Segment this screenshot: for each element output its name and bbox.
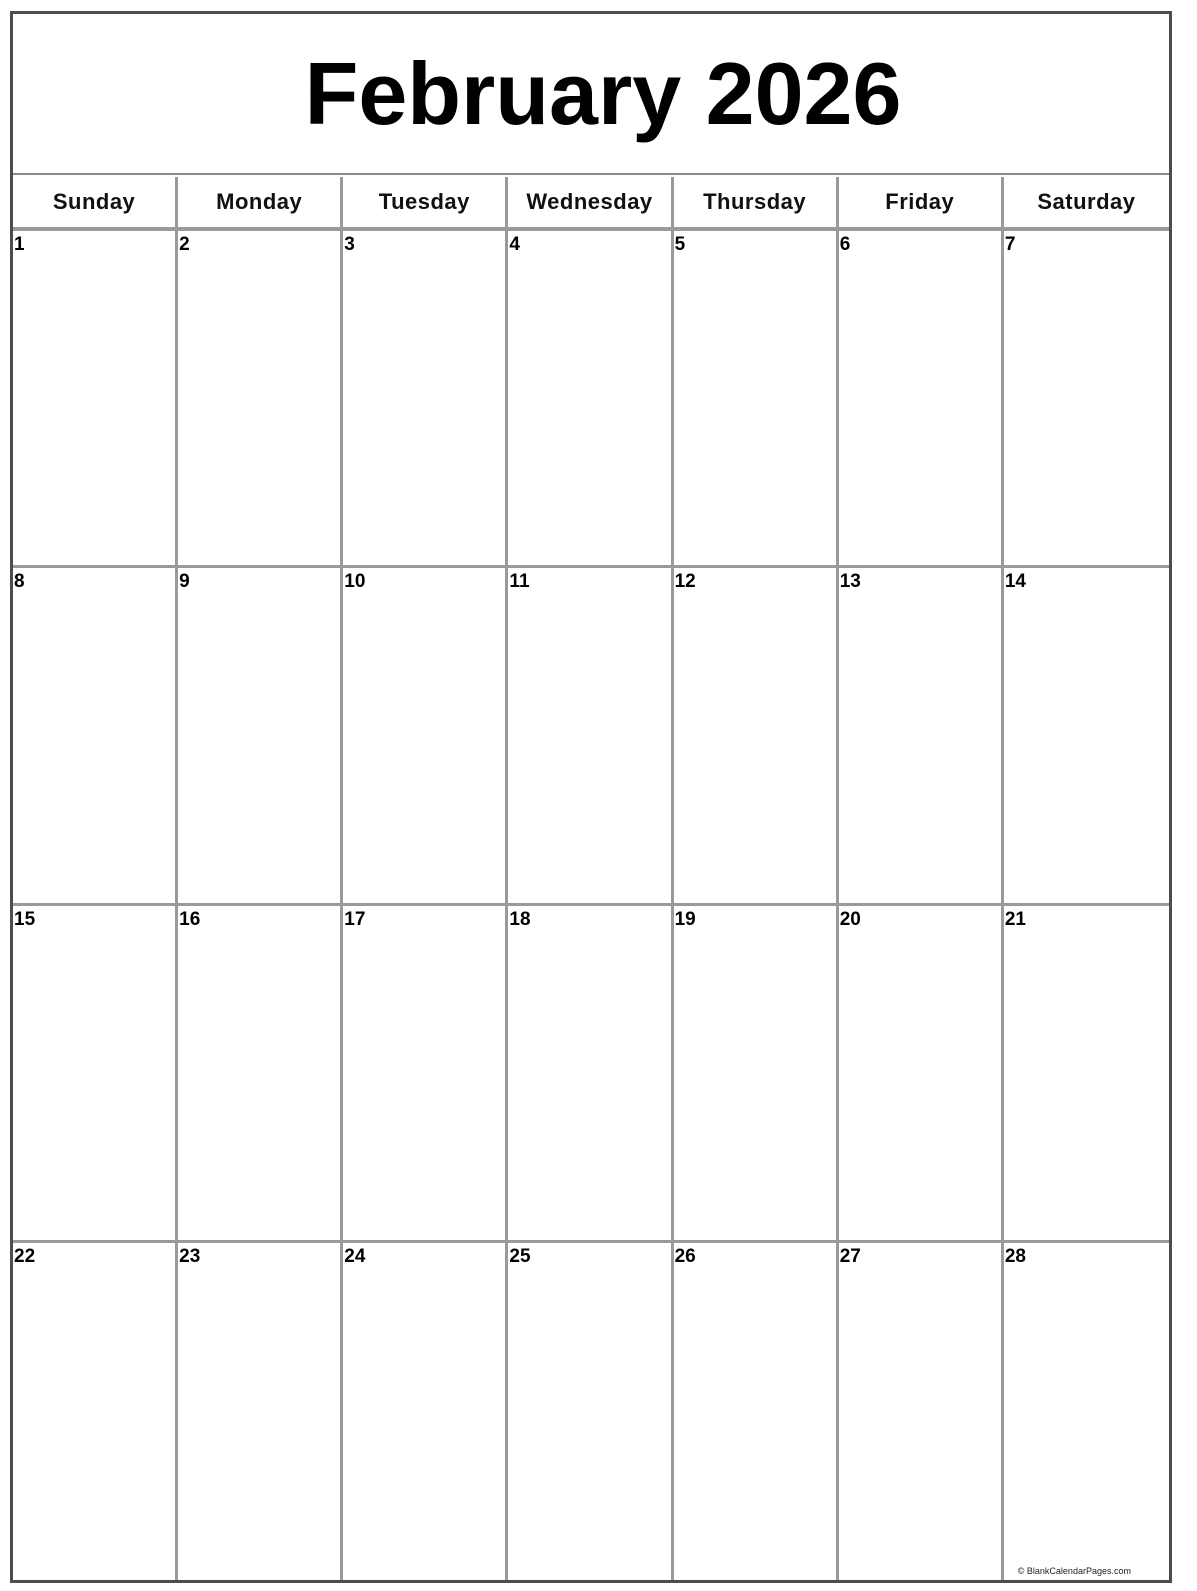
day-number: 7 <box>1004 234 1016 255</box>
day-cell <box>839 1243 1004 1580</box>
calendar-grid <box>13 177 1169 1580</box>
day-cell <box>674 906 839 1243</box>
day-cell <box>178 568 343 905</box>
day-cell <box>674 231 839 568</box>
day-cell <box>343 906 508 1243</box>
day-number: 18 <box>509 908 531 930</box>
day-number: 21 <box>1004 908 1026 930</box>
day-number: 3 <box>344 234 355 255</box>
day-number: 28 <box>1004 1245 1026 1267</box>
day-cell <box>1004 231 1169 568</box>
day-number: 22 <box>14 1245 36 1267</box>
day-cell <box>343 568 508 905</box>
day-cell <box>508 906 673 1243</box>
day-cell <box>1004 906 1169 1243</box>
weekday-header-saturday: Saturday <box>1004 177 1169 231</box>
day-cell <box>1004 568 1169 905</box>
day-cell <box>13 568 178 905</box>
day-number: 2 <box>179 234 190 255</box>
day-number: 5 <box>674 234 686 255</box>
day-cell <box>674 568 839 905</box>
day-number: 26 <box>674 1245 696 1267</box>
weekday-header-tuesday: Tuesday <box>343 177 508 231</box>
weekday-header-friday: Friday <box>839 177 1004 231</box>
calendar-title: February 2026 <box>304 43 902 143</box>
day-number: 16 <box>179 908 201 930</box>
day-cell <box>343 231 508 568</box>
day-number: 11 <box>509 571 530 593</box>
day-cell <box>343 1243 508 1580</box>
day-number: 9 <box>179 571 190 593</box>
day-cell <box>178 231 343 568</box>
day-cell <box>508 1243 673 1580</box>
day-number: 13 <box>839 571 861 593</box>
day-cell <box>178 1243 343 1580</box>
day-number: 25 <box>509 1245 531 1267</box>
day-number: 12 <box>674 571 696 593</box>
weekday-header-sunday: Sunday <box>13 177 178 231</box>
day-cell <box>1004 1243 1169 1580</box>
day-cell <box>178 906 343 1243</box>
calendar-page <box>10 11 1172 1583</box>
copyright-credit: © BlankCalendarPages.com <box>1017 1566 1131 1576</box>
day-number: 19 <box>674 908 696 930</box>
weekday-header-thursday: Thursday <box>674 177 839 231</box>
day-number: 24 <box>344 1245 366 1267</box>
day-number: 23 <box>179 1245 201 1267</box>
day-number: 8 <box>14 571 25 593</box>
day-cell <box>13 906 178 1243</box>
day-cell <box>674 1243 839 1580</box>
day-number: 4 <box>509 234 520 255</box>
day-number: 10 <box>344 571 366 593</box>
day-number: 1 <box>14 234 25 255</box>
day-number: 6 <box>839 234 851 255</box>
day-cell <box>508 231 673 568</box>
day-number: 20 <box>839 908 861 930</box>
day-cell <box>839 568 1004 905</box>
day-number: 27 <box>839 1245 861 1267</box>
title-bar <box>13 14 1169 175</box>
day-cell <box>508 568 673 905</box>
weekday-header-monday: Monday <box>178 177 343 231</box>
day-cell <box>13 1243 178 1580</box>
day-number: 14 <box>1004 571 1026 593</box>
day-cell <box>13 231 178 568</box>
day-cell <box>839 906 1004 1243</box>
day-cell <box>839 231 1004 568</box>
weekday-header-wednesday: Wednesday <box>508 177 673 231</box>
day-number: 15 <box>14 908 36 930</box>
day-number: 17 <box>344 908 366 930</box>
